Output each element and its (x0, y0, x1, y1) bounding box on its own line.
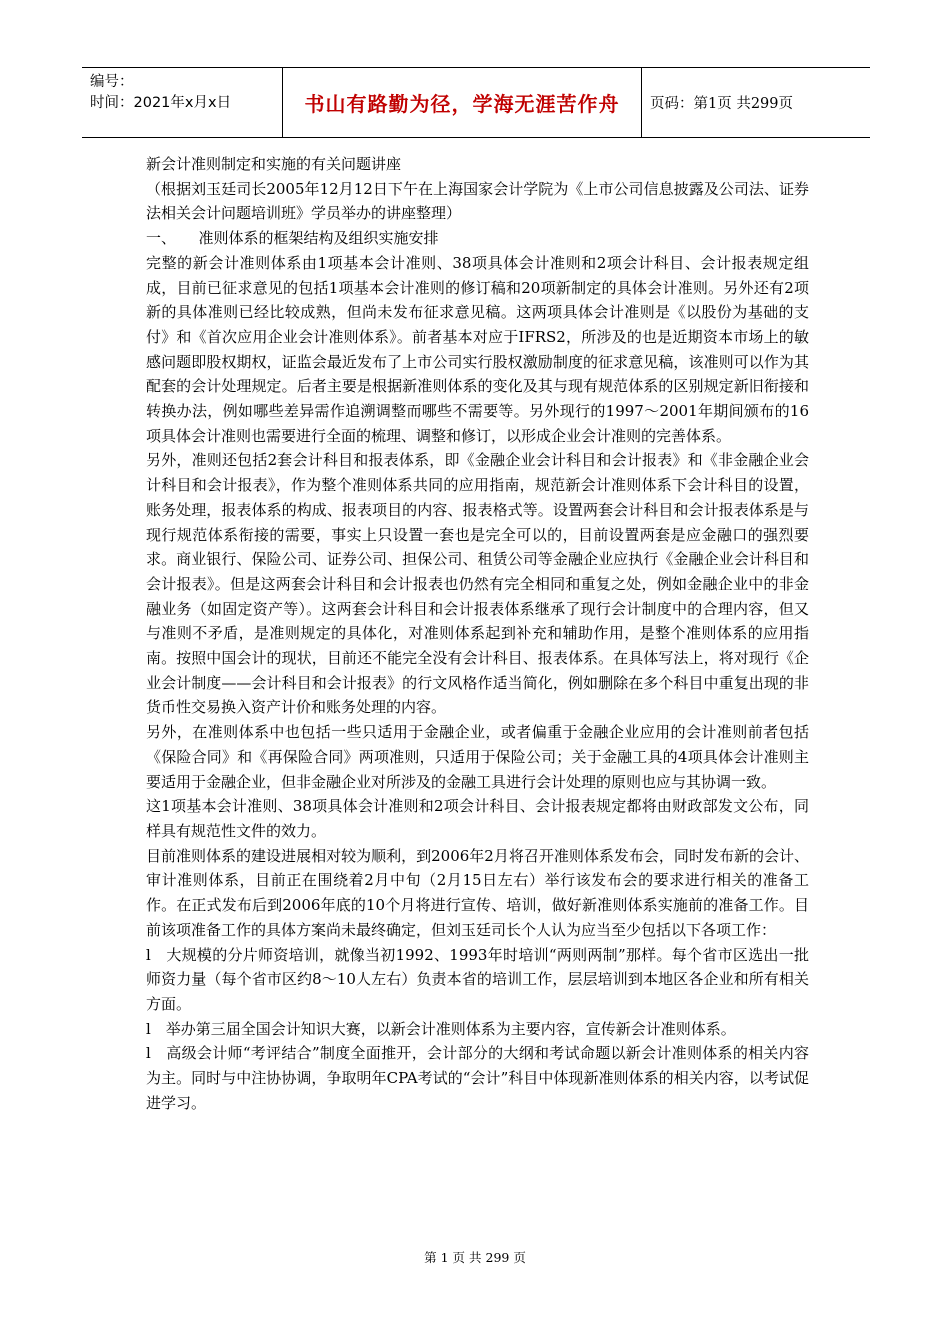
body-paragraph: 另外，准则还包括2套会计科目和报表体系，即《金融企业会计科目和会计报表》和《非金融企业会计科目和会计报表》，作为整个准则体系共同的应用指南，规范新会计准则体系下会计科目的设置，账务处理，报表体系的构成、报表项目的内容、报表格式等。设置两套会计科目和会计报表体系是与现行规范体系衔接的需要，事实上只设置一套也是完全可以的，目前设置两套是应金融口的强烈要求。商业银行、保险公司、证券公司、担保公司、租赁公司等金融企业应执行《金融企业会计科目和会计报表》。但是这两套会计科目和会计报表也仍然有完全相同和重复之处，例如金融企业中的非金融业务（如固定资产等）。这两套会计科目和会计报表体系继承了现行会计制度中的合理内容，但又与准则不矛盾，是准则规定的具体化，对准则体系起到补充和辅助作用，是整个准则体系的应用指南。按照中国会计的现状，目前还不能完全没有会计科目、报表体系。在具体写法上，将对现行《企业会计制度——会计科目和会计报表》的行文风格作适当简化，例如删除在多个科目中重复出现的非货币性交易换入资产计价和账务处理的内容。 (146, 451, 809, 717)
header-page-info: 页码：第1页 共299页 (650, 96, 794, 112)
body-paragraph: 另外，在准则体系中也包括一些只适用于金融企业，或者偏重于金融企业应用的会计准则前者包括《保险合同》和《再保险合同》两项准则，只适用于保险公司；关于金融工具的4项具体会计准则主要适用于金融企业，但非金融企业对所涉及的金融工具进行会计处理的原则也应与其协调一致。 (146, 723, 809, 791)
page-header (82, 67, 870, 138)
document-title: 新会计准则制定和实施的有关问题讲座 (146, 155, 402, 173)
body-paragraph: 这1项基本会计准则、38项具体会计准则和2项会计科目、会计报表规定都将由财政部发文公布，同样具有规范性文件的效力。 (146, 797, 809, 840)
header-meta (82, 68, 282, 137)
body-paragraph: 完整的新会计准则体系由1项基本会计准则、38项具体会计准则和2项会计科目、会计报表规定组成，目前已征求意见的包括1项基本会计准则的修订稿和20项新制定的具体会计准则。另外还有2项新的具体准则已经比较成熟，但尚未发布征求意见稿。这两项具体会计准则是《以股份为基础的支付》和《首次应用企业会计准则体系》。前者基本对应于IFRS2，所涉及的也是近期资本市场上的敏感问题即股权期权，证监会最近发布了上市公司实行股权激励制度的征求意见稿，该准则可以作为其配套的会计处理规定。后者主要是根据新准则体系的变化及其与现有规范体系的区别规定新旧衔接和转换办法，例如哪些差异需作追溯调整而哪些不需要等。另外现行的1997～2001年期间颁布的16项具体会计准则也需要进行全面的梳理、调整和修订，以形成企业会计准则的完善体系。 (146, 253, 809, 445)
list-item: l 大规模的分片师资培训，就像当初1992、1993年时培训“两则两制”那样。每个省市区选出一批师资力量（每个省市区约8～10人左右）负责本省的培训工作，层层培训到本地区各企业和所有相关方面。 (146, 945, 809, 1013)
document-number-label: 编号： (90, 74, 134, 90)
body-paragraph: 目前准则体系的建设进展相对较为顺利，到2006年2月将召开准则体系发布会，同时发布新的会计、审计准则体系，目前正在围绕着2月中旬（2月15日左右）举行该发布会的要求进行相关的准备工作。在正式发布后到2006年底的10个月将进行宣传、培训，做好新准则体系实施前的准备工作。目前该项准备工作的具体方案尚未最终确定，但刘玉廷司长个人认为应当至少包括以下各项工作： (146, 846, 809, 939)
document-date-label: 时间：2021年x月x日 (90, 95, 232, 111)
header-motto: 书山有路勤为径，学海无涯苦作舟 (282, 68, 642, 137)
section-heading: 一、 准则体系的框架结构及组织实施安排 (146, 229, 439, 248)
document-source-note: （根据刘玉廷司长2005年12月12日下午在上海国家会计学院为《上市公司信息披露及公司法、证券法相关会计问题培训班》学员举办的讲座整理） (146, 179, 809, 223)
page-footer: 第 1 页 共 299 页 (424, 1250, 526, 1265)
list-item: l 高级会计师“考评结合”制度全面推开，会计部分的大纲和考试命题以新会计准则体系的相关内容为主。同时与中注协协调，争取明年CPA考试的“会计”科目中体现新准则体系的相关内容，以考试促进学习。 (146, 1044, 809, 1112)
list-item: l 举办第三届全国会计知识大赛，以新会计准则体系为主要内容，宣传新会计准则体系。 (146, 1019, 736, 1038)
document-body (146, 152, 809, 1115)
